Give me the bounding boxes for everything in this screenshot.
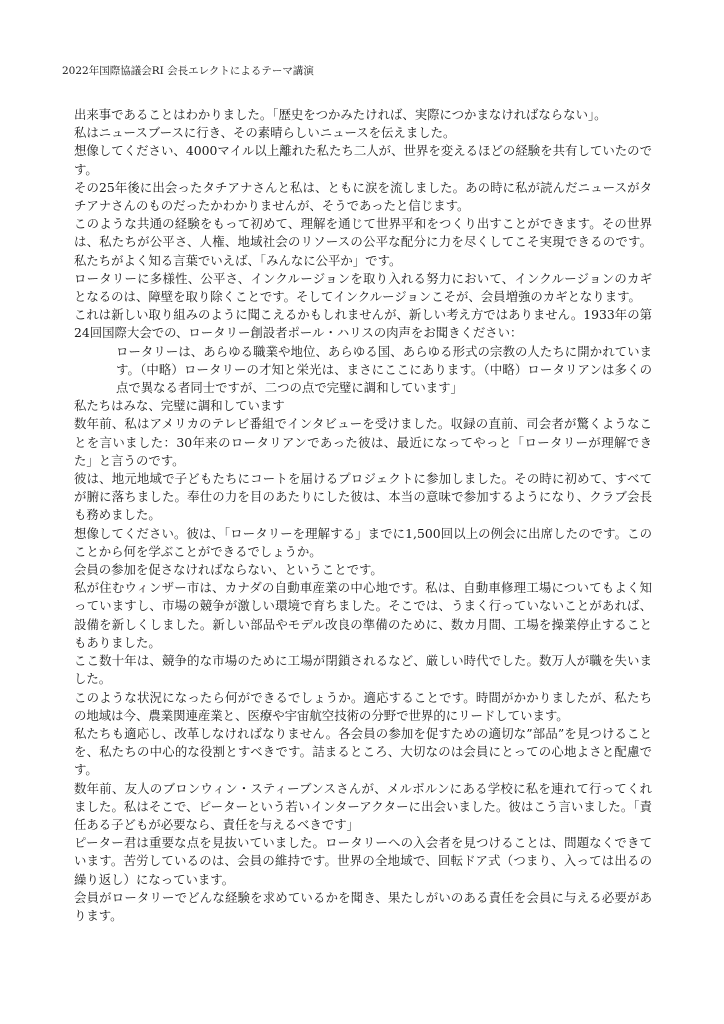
paragraph: 出来事であることはわかりました。「歴史をつかみたければ、実際につかまなければならない」。: [74, 107, 607, 122]
paragraph: 想像してください、4000マイル以上離れた私たち二人が、世界を変えるほどの経験を共有していたのです。: [74, 143, 652, 177]
paragraph: このような状況になったら何ができるでしょうか。適応することです。時間がかかりましたが、私たちの地域は今、農業関連産業と、医療や宇宙航空技術の分野で世界的にリードしています。: [74, 689, 652, 723]
paragraph: 私たちも適応し、改革しなければなりません。各会員の参加を促すための適切な”部品”を見つけることを、私たちの中心的な役割とすべきです。詰まるところ、大切なのは会員にとっての心地よさと配慮です。: [74, 725, 652, 778]
block-quote: ロータリーは、あらゆる職業や地位、あらゆる国、あらゆる形式の宗教の人たちに開かれています。（中略）ロータリーの才知と栄光は、まさにここにあります。（中略）ロータリアンは多くの点で異なる者同士ですが、二つの点で完璧に調和しています」: [116, 343, 652, 396]
paragraph: このような共通の経験をもって初めて、理解を通じて世界平和をつくり出すことができます。その世界は、私たちが公平さ、人権、地域社会のリソースの公平な配分に力を尽くしてこそ実現できるのです。私たちがよく知る言葉でいえば、「みんなに公平か」です。: [74, 216, 652, 268]
paragraph: 私たちはみな、完璧に調和しています: [74, 398, 285, 414]
paragraph: 会員がロータリーでどんな経験を求めているかを聞き、果たしがいのある責任を会員に与える必要があります。: [74, 889, 652, 923]
paragraph: これは新しい取り組みのように聞こえるかもしれませんが、新しい考え方ではありません。1933年の第24回国際大会での、ロータリー創設者ポール・ハリスの肉声をお聞きください：: [74, 307, 652, 341]
paragraph: 私はニュースブースに行き、その素晴らしいニュースを伝えました。: [74, 125, 456, 141]
paragraph: 私が住むウィンザー市は、カナダの自動車産業の中心地です。私は、自動車修理工場についてもよく知っていますし、市場の競争が激しい環境で育ちました。そこでは、うまく行っていないことがあれば、設備を新しくしました。新しい部品やモデル改良の準備のために、数カ月間、工場を操業停止することもありました。: [74, 580, 652, 650]
body-text: [74, 106, 652, 925]
page-header: 2022年国際協議会RI 会長エレクトによるテーマ講演: [62, 65, 314, 77]
paragraph: 会員の参加を促さなければならない、ということです。: [74, 562, 383, 578]
paragraph: ロータリーに多様性、公平さ、インクルージョンを取り入れる努力において、インクルージョンのカギとなるのは、障壁を取り除くことです。そしてインクルージョンこそが、会員増強のカギとなります。: [74, 270, 652, 305]
paragraph: 数年前、私はアメリカのテレビ番組でインタビューを受けました。収録の直前、司会者が驚くようなことを言いました：30年来のロータリアンであった彼は、最近になってやっと「ロータリーが理解できた」と言うのです。: [74, 416, 652, 468]
paragraph: その25年後に出会ったタチアナさんと私は、ともに涙を流しました。あの時に私が読んだニュースがタチアナさんのものだったかわかりませんが、そうであったと信じます。: [74, 179, 652, 214]
paragraph: 数年前、友人のブロンウィン・スティーブンスさんが、メルボルンにある学校に私を連れて行ってくれました。私はそこで、ピーターという若いインターアクターに出会いました。彼はこう言いました。「責任ある子どもが必要なら、責任を与えるべきです」: [74, 780, 652, 832]
paragraph: ピーター君は重要な点を見抜いていました。ロータリーへの入会者を見つけることは、問題なくできています。苦労しているのは、会員の維持です。世界の全地域で、回転ドア式（つまり、入っては出るの繰り返し）になっています。: [74, 835, 652, 887]
paragraph: ここ数十年は、競争的な市場のために工場が閉鎖されるなど、厳しい時代でした。数万人が職を失いました。: [74, 653, 652, 687]
paragraph: 彼は、地元地域で子どもたちにコートを届けるプロジェクトに参加しました。その時に初めて、すべてが腑に落ちました。奉仕の力を目のあたりにした彼は、本当の意味で参加するようになり、クラブ会長も務めました。: [74, 471, 652, 523]
paragraph: 想像してください。彼は、「ロータリーを理解する」までに1,500回以上の例会に出席したのです。このことから何を学ぶことができるでしょうか。: [74, 525, 652, 559]
